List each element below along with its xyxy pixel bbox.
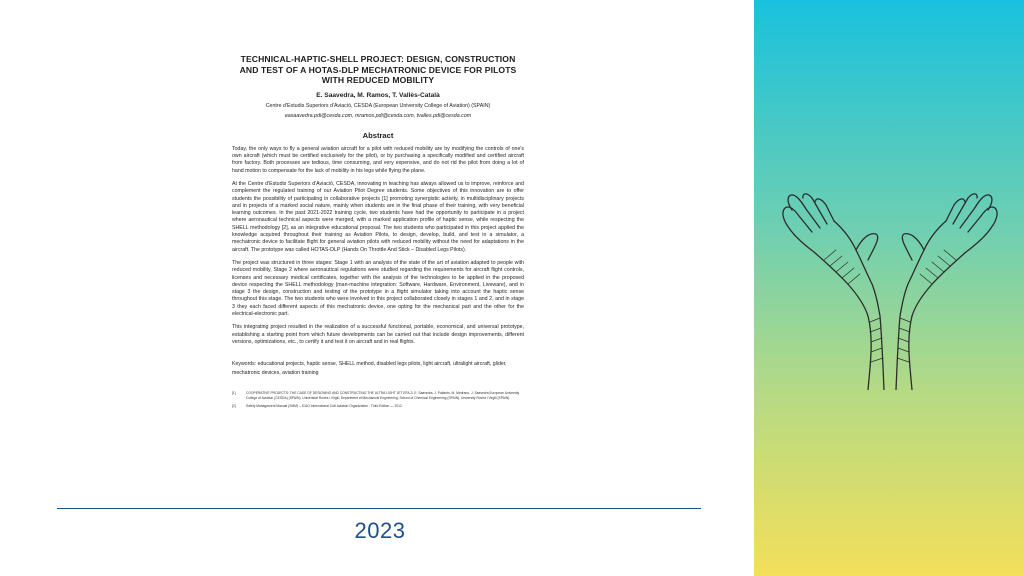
authors: E. Saavedra, M. Ramos, T. Vallès-Català xyxy=(316,91,440,99)
paper-title xyxy=(232,54,524,86)
title-line: TECHNICAL-HAPTIC-SHELL PROJECT: DESIGN, CONSTRUCTION xyxy=(240,54,516,64)
references xyxy=(232,391,524,409)
year-label: 2023 xyxy=(354,518,406,543)
title-line: WITH REDUCED MOBILITY xyxy=(321,75,435,86)
reference-number: [1] xyxy=(232,391,236,396)
keywords: Keywords: educational projects, haptic sense, SHELL method, disabled legs pilots, light aircraft, ultralight aircraft, glider, mechatronic devices, aviation training xyxy=(232,361,507,376)
abstract-document xyxy=(232,54,524,484)
title-line: AND TEST OF A HOTAS-DLP MECHATRONIC DEVICE FOR PILOTS xyxy=(239,64,517,75)
reference-item xyxy=(232,404,524,409)
abstract-heading: Abstract xyxy=(362,130,394,140)
gradient-panel xyxy=(754,0,1024,576)
divider-line xyxy=(57,508,701,509)
abstract-paragraph: Today, the only ways to fly a general aviation aircraft for a pilot with reduced mobility are by modifying the controls of one's own aircraft (which must be certified exclusively for the pilot), or by purchasing a specifically modified and certified aircraft from factory. Both processes are tedious, time consuming, and very expensive, and do not rid the pilot from doing a lot of hand motion to compensate for the lack of mobility in his legs while flying the plane. xyxy=(232,145,524,174)
abstract-paragraph: This integrating project resulted in the realization of a successful functional, portable, economical, and universal prototype, establishing a starting point from which future developments can be carried out that include design improvements, different versions, optimizations, etc., to certify it and test it on aircraft and in real flights. xyxy=(232,324,524,345)
reference-number: [2] xyxy=(232,404,236,409)
reference-item xyxy=(232,391,524,400)
author-emails: easaavedra.pdi@cesda.com, mramos.pdi@cesda.com, tvalles.pdi@cesda.com xyxy=(284,112,472,119)
reference-text: Safety Management Manual (SMM) – ICAO International Civil Aviation Organization - Third Edition — 2012 xyxy=(246,404,402,409)
abstract-paragraph: The project was structured in three stages: Stage 1 with an analysis of the state of the art of aviation adapted to people with reduced mobility, Stage 2 where aeronautical regulations were studied regarding the requirements for aircraft flight controls, licenses and necessary medical certificates, together with the analysis of the technologies to be applied in the proposed device respecting the SHELL methodology (man-machine integration: Software, Hardware, Environment, Liveware), and in stage 3 the design, construction and testing of the prototype in a flight simulator taking into account the haptic sense throughout this stage. The two students who were involved in this project collaborated closely in stages 1 and 2, and in stage 3 they each faced different aspects of this mechatronic device, one opting for the mechanical part and the other for the electrical-electronic part. xyxy=(232,259,524,318)
reference-text: COOPERATIVE PROJECTS: THE CASE OF DESIGNING AND CONSTRUCTING THE ULTRA LIGHT JET EFA-3. E. Saavedra, J. Pallarès, M. Medrano, J. Saavedra.European University College of Aviation (CESDA) (SPAIN), Universitat Rovira i Virgili, Department of Mechanical Engineering, School of Chemical Engineering (SPAIN), University Rovira i Virgili (SPAIN) xyxy=(246,391,520,400)
affiliation: Centre d'Estudis Superiors d'Aviació, CESDA (European University College of Aviation) (SPAIN) xyxy=(265,102,491,109)
open-hands-icon xyxy=(770,190,1010,390)
abstract-paragraph: At the Centre d'Estudis Superiors d'Aviació, CESDA, innovating in teaching has always allowed us to improve, reinforce and complement the regulated training of our Aviation Pilot Degree students. Some objectives of this innovation are to offer students the possibility of participating in collaborative projects [1] promoting synergistic activity, in multidisciplinary projects and in projects of a marked social nature, mainly when students are in the final phase of their training, with very beneficial learning outcomes. In the past 2021-2022 training cycle, two students have had the opportunity to participate in a project where aeronautical technical aspects were merged, with a marked application profile of haptic sense, while respecting the SHELL methodology [2], as an integrative educational proposal. The two students who participated in this project applied the knowledge acquired throughout their training as Aviation Pilots, to design, develop, build, and test in a simulator, a mechatronic device to facilitate flight for general aviation pilots with reduced mobility without the need for adaptations in the aircraft. The prototype was called HOTAS-DLP (Hands On Throttle And Stick – Disabled Legs Pilots). xyxy=(232,180,524,253)
